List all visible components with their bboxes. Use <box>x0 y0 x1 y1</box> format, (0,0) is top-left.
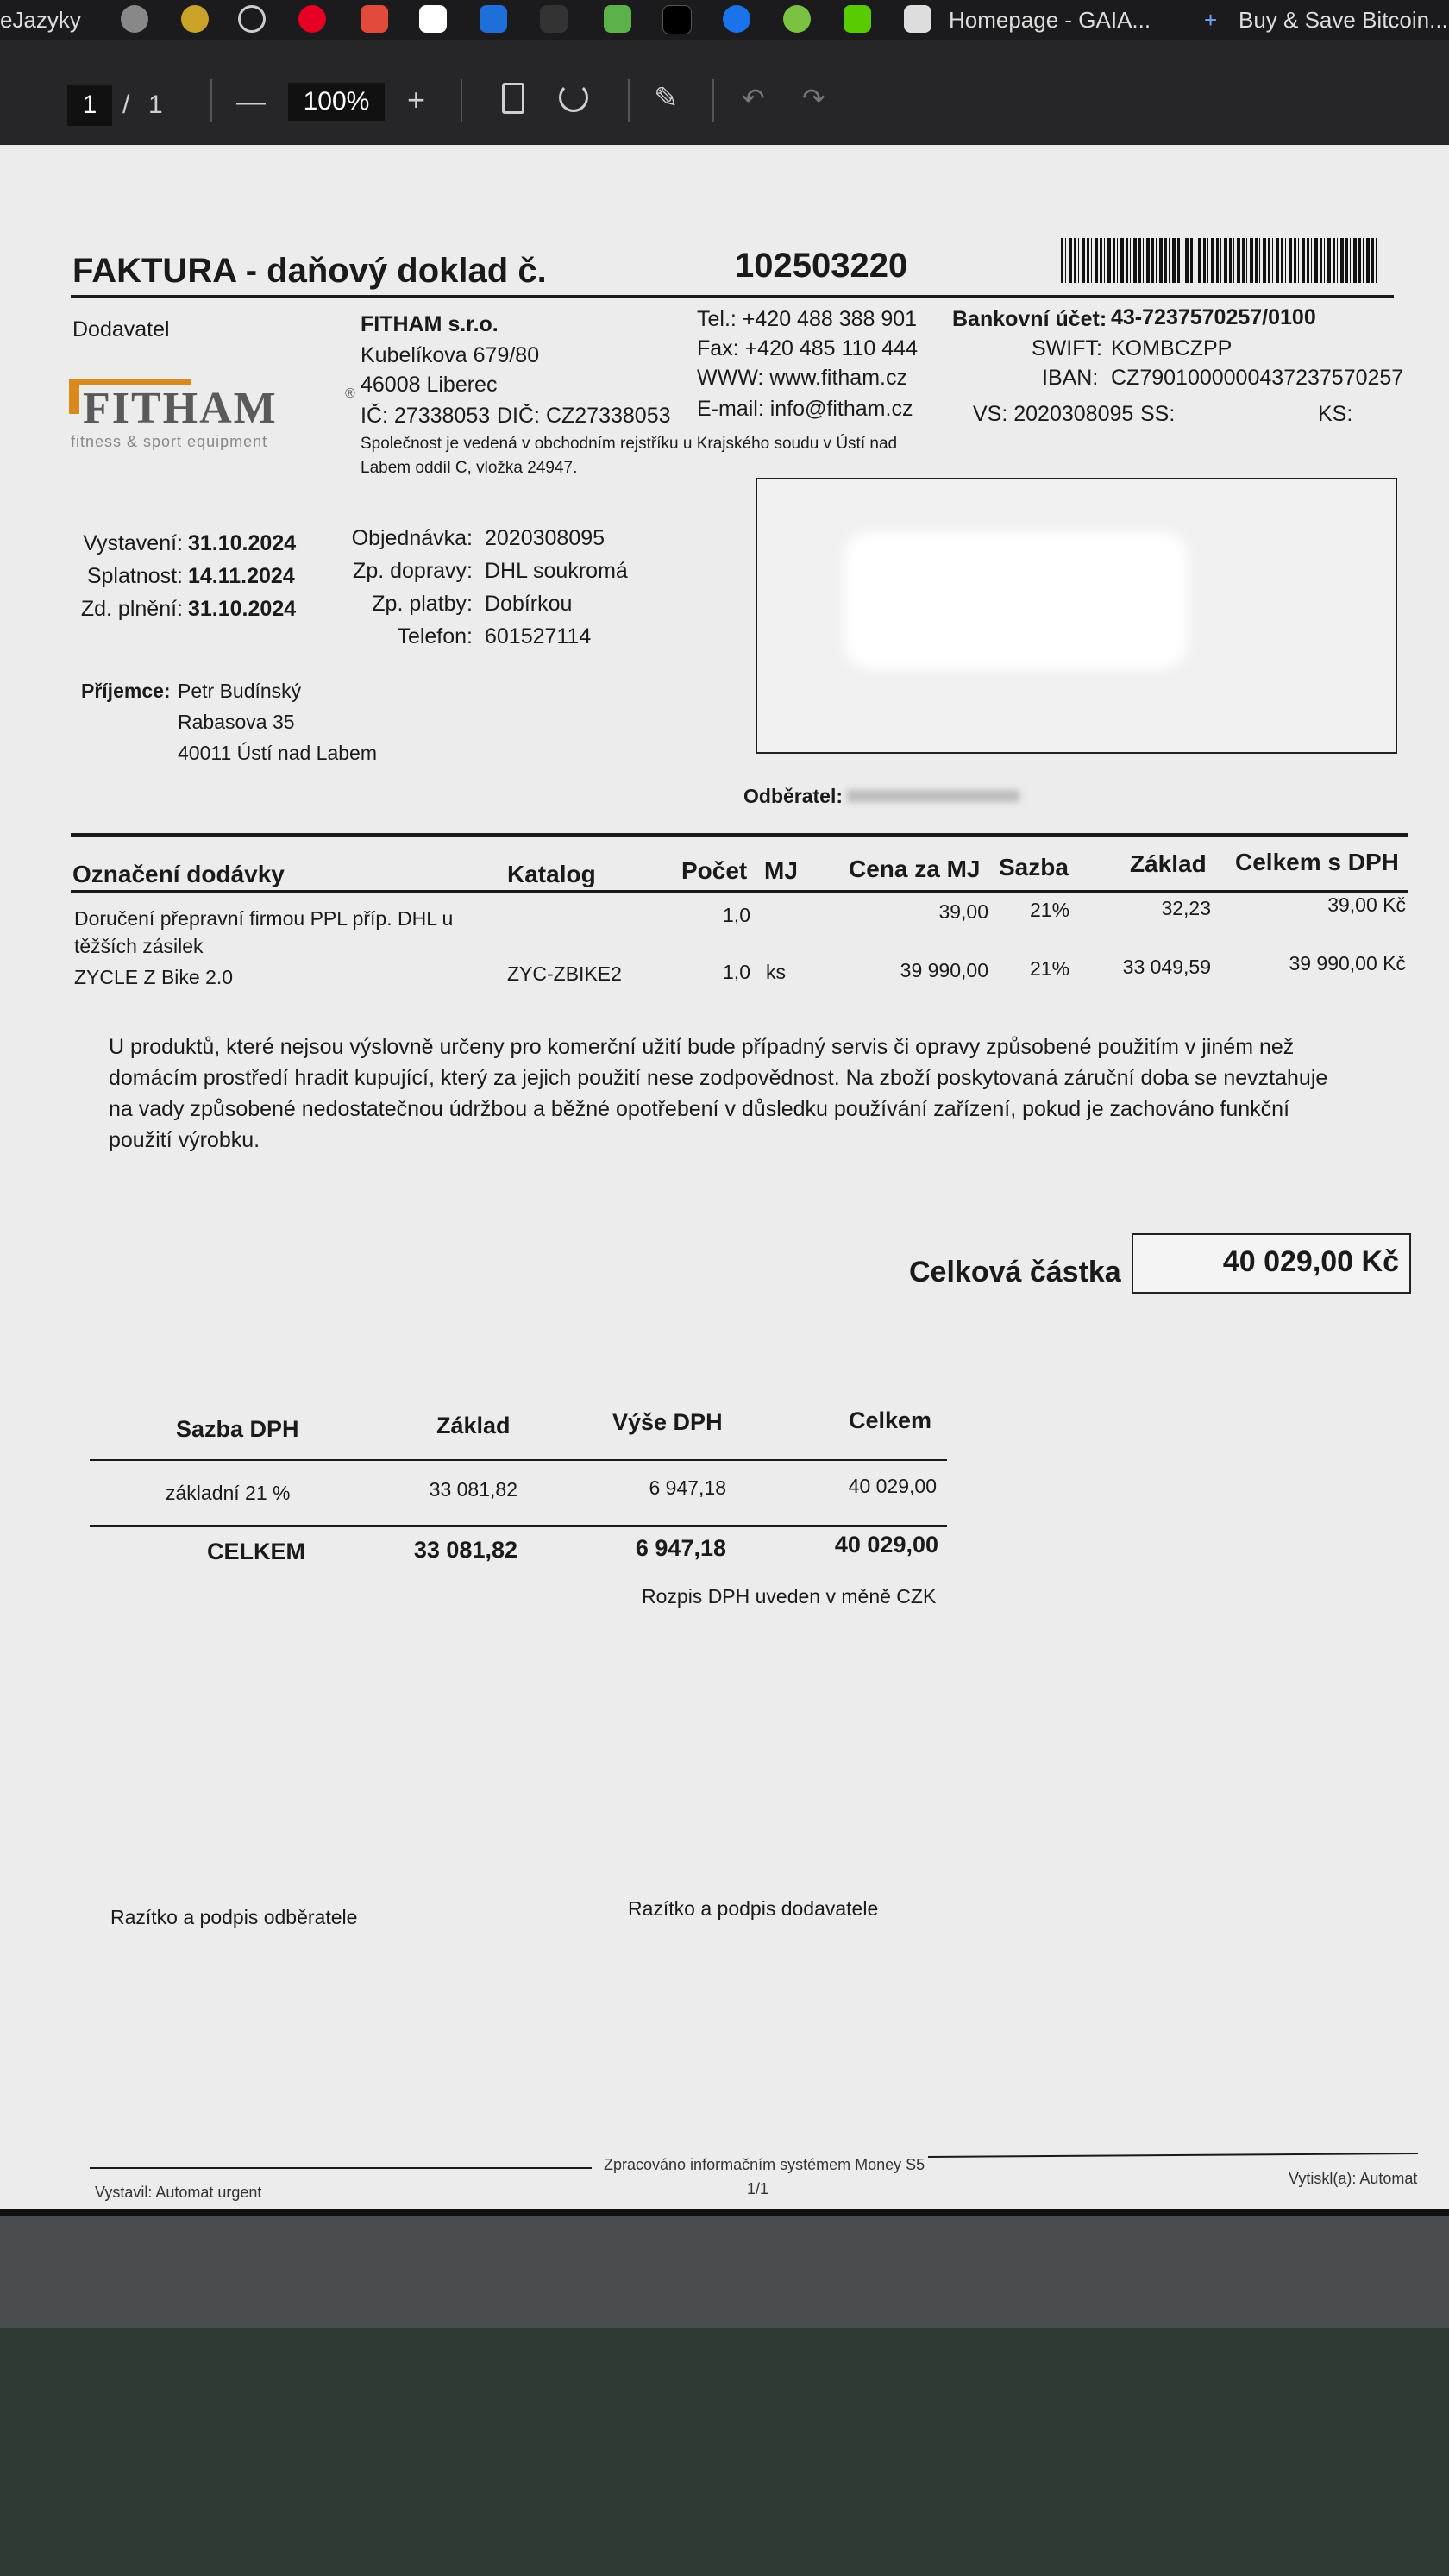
item-qty: 1,0 <box>723 904 750 926</box>
notice-line: použití výrobku. <box>109 1128 260 1152</box>
item-designation: ZYCLE Z Bike 2.0 <box>74 966 234 988</box>
amazon-icon[interactable] <box>419 5 447 33</box>
specific-symbol: SS: <box>1140 402 1176 426</box>
item-unit-price: 39 990,00 <box>900 959 988 981</box>
footer-system: Zpracováno informačním systémem Money S5 <box>604 2156 925 2173</box>
vat-col-base: Základ <box>436 1413 511 1438</box>
customer-redaction <box>847 790 1019 802</box>
item-catalog: ZYC-ZBIKE2 <box>507 962 622 985</box>
title-rule <box>71 295 1394 298</box>
vat-row-total: 40 029,00 <box>848 1475 937 1497</box>
supplier-city: 46008 Liberec <box>361 373 498 397</box>
order-label: Objednávka: <box>351 526 473 550</box>
vat-row-rate: základní 21 % <box>166 1482 291 1504</box>
item-designation-cont: těžších zásilek <box>74 935 204 957</box>
item-rate: 21% <box>1030 899 1070 921</box>
x-icon[interactable] <box>662 5 692 34</box>
registry-line-1: Společnost je vedená v obchodním rejstříku u Krajského soudu v Ústí nad <box>361 435 898 453</box>
recipient-street: Rabasova 35 <box>178 711 295 733</box>
fit-page-icon[interactable] <box>502 83 524 114</box>
taxable-label: Zd. plnění: <box>80 597 183 621</box>
col-qty: Počet <box>681 857 748 884</box>
chatgpt-icon[interactable] <box>238 5 266 33</box>
banana-icon[interactable] <box>181 5 209 33</box>
logo-tagline: fitness & sport equipment <box>71 433 268 450</box>
apple-icon[interactable] <box>121 5 148 33</box>
vat-col-rate: Sazba DPH <box>176 1416 299 1442</box>
item-total: 39,00 Kč <box>1327 893 1406 916</box>
bank-account-value: 43-7237570257/0100 <box>1111 305 1316 329</box>
iban-label: IBAN: <box>1042 366 1099 390</box>
col-catalog: Katalog <box>507 861 596 887</box>
vat-sum-base: 33 081,82 <box>413 1537 518 1563</box>
toolbar-divider <box>210 79 212 122</box>
items-header-rule <box>71 890 1408 893</box>
vat-sum-label: CELKEM <box>207 1539 305 1564</box>
duolingo-icon[interactable] <box>844 5 871 33</box>
swift-label: SWIFT: <box>1032 336 1102 360</box>
vat-header-rule <box>90 1459 947 1461</box>
due-date: 14.11.2024 <box>188 564 295 588</box>
shipping-label: Zp. dopravy: <box>353 559 473 583</box>
logo-bar-vertical <box>69 379 79 414</box>
supplier-ico: IČ: 27338053 <box>361 404 491 428</box>
item-unit: ks <box>766 961 786 983</box>
item-base: 33 049,59 <box>1122 956 1211 978</box>
barcode <box>1061 238 1378 283</box>
vat-row-base: 33 081,82 <box>429 1478 518 1501</box>
recipient-label: Příjemce: <box>81 680 171 702</box>
redo-icon[interactable]: ↷ <box>802 83 825 114</box>
issued-label: Vystavení: <box>83 531 183 555</box>
vat-sum-vat: 6 947,18 <box>635 1535 726 1561</box>
item-qty: 1,0 <box>723 961 750 983</box>
pinterest-icon[interactable] <box>298 5 326 33</box>
app-icon[interactable] <box>361 5 388 33</box>
zoom-in-button[interactable]: + <box>407 82 426 117</box>
pdf-toolbar <box>0 40 1449 157</box>
total-pages: 1 <box>148 91 163 119</box>
supplier-street: Kubelíkova 679/80 <box>361 343 540 367</box>
vat-col-vat: Výše DPH <box>612 1409 723 1435</box>
zoom-level-input[interactable]: 100% <box>288 83 385 121</box>
footer-rule-left <box>90 2167 592 2169</box>
footer-page: 1/1 <box>747 2180 769 2197</box>
bookmark-bitcoin[interactable]: Buy & Save Bitcoin... <box>1239 7 1448 33</box>
draw-icon[interactable]: ✎ <box>654 82 679 115</box>
green-app-icon[interactable] <box>604 5 631 33</box>
bookmark-gaia[interactable]: Homepage - GAIA... <box>949 7 1151 33</box>
col-total: Celkem s DPH <box>1235 849 1399 875</box>
page-number-input[interactable]: 1 <box>67 85 112 126</box>
supplier-label: Dodavatel <box>72 317 170 342</box>
total-value: 40 029,00 Kč <box>1222 1245 1399 1278</box>
item-rate: 21% <box>1030 957 1070 980</box>
bluesky-icon[interactable] <box>723 5 750 33</box>
shipping-value: DHL soukromá <box>485 559 628 583</box>
total-box <box>1132 1233 1411 1294</box>
bookmarks-bar <box>0 0 1449 40</box>
plus-icon[interactable]: + <box>1204 7 1218 33</box>
issued-date: 31.10.2024 <box>188 531 297 555</box>
customer-label: Odběratel: <box>743 785 844 807</box>
phone-value: 601527114 <box>485 624 592 649</box>
payment-label: Zp. platby: <box>372 592 473 616</box>
logo-text: FITHAM <box>83 384 278 433</box>
desk-area <box>0 2216 1449 2328</box>
customer-signature-label: Razítko a podpis odběratele <box>110 1906 358 1928</box>
vat-sum-rule <box>90 1525 947 1527</box>
notice-line: domácím prostředí hradit kupující, který za jejich použití nese zodpovědnost. Na zboží poskytovaná záruční doba se nevztahuje <box>109 1066 1328 1090</box>
supplier-signature-label: Razítko a podpis dodavatele <box>628 1897 879 1920</box>
footer-issued-by: Vystavil: Automat urgent <box>95 2184 262 2201</box>
bank-account-label: Bankovní účet: <box>952 307 1107 331</box>
col-unit: MJ <box>764 857 798 884</box>
col-base: Základ <box>1130 850 1207 877</box>
invoice-page <box>0 145 1449 2216</box>
notice-line: U produktů, které nejsou výslovně určeny pro komerční užití bude případný servis či opravy způsobené použitím v jiném než <box>109 1035 1295 1059</box>
supplier-dic: DIČ: CZ27338053 <box>497 404 671 428</box>
vat-col-total: Celkem <box>849 1407 932 1433</box>
customer-address-box <box>756 478 1397 754</box>
chat-icon[interactable] <box>480 5 507 33</box>
taxable-date: 31.10.2024 <box>188 597 297 621</box>
phone-label: Telefon: <box>397 624 473 649</box>
item-designation: Doručení přepravní firmou PPL příp. DHL u <box>74 907 454 930</box>
notice-line: na vady způsobené nedostatečnou údržbou a běžné opotřebení v důsledku používání zařízení, pokud je zachováno funkční <box>109 1097 1290 1121</box>
zoom-out-button[interactable]: — <box>236 85 266 118</box>
supplier-email: E-mail: info@fitham.cz <box>697 397 913 421</box>
vat-sum-total: 40 029,00 <box>834 1532 938 1558</box>
toolbar-divider <box>712 79 714 122</box>
rotate-icon[interactable] <box>559 83 588 112</box>
invoice-title: FAKTURA - daňový doklad č. <box>72 252 547 290</box>
col-designation: Označení dodávky <box>72 861 285 887</box>
toolbar-divider <box>461 79 462 122</box>
total-label: Celková částka <box>909 1256 1121 1288</box>
footer-rule-right <box>928 2153 1418 2158</box>
gaia-icon[interactable] <box>904 5 932 33</box>
invoice-number: 102503220 <box>735 247 908 285</box>
page-separator: / <box>122 91 130 119</box>
green-circle-icon[interactable] <box>783 5 811 33</box>
recipient-name: Petr Budínský <box>178 680 302 702</box>
swift-value: KOMBCZPP <box>1111 336 1233 360</box>
supplier-www: WWW: www.fitham.cz <box>697 366 907 390</box>
logo-registered: ® <box>345 386 355 401</box>
payment-value: Dobírkou <box>485 592 573 616</box>
col-rate: Sazba <box>999 854 1069 881</box>
item-unit-price: 39,00 <box>938 900 988 923</box>
vat-row-vat: 6 947,18 <box>649 1476 726 1499</box>
iban-value: CZ7901000000437237570257 <box>1111 366 1404 390</box>
bookmark-ejazyky[interactable]: eJazyky <box>0 7 81 33</box>
toolbar-divider <box>628 79 630 122</box>
items-top-rule <box>71 833 1408 837</box>
variable-symbol: VS: 2020308095 <box>973 402 1134 426</box>
item-base: 32,23 <box>1161 897 1211 919</box>
footer-printed-by: Vytiskl(a): Automat <box>1289 2170 1418 2187</box>
recipient-city: 40011 Ústí nad Labem <box>178 742 378 764</box>
item-total: 39 990,00 Kč <box>1289 952 1406 975</box>
col-unit-price: Cena za MJ <box>849 856 981 882</box>
constant-symbol: KS: <box>1318 402 1353 426</box>
undo-icon[interactable]: ↶ <box>742 83 765 114</box>
vat-currency-note: Rozpis DPH uveden v měně CZK <box>642 1585 937 1608</box>
supplier-tel: Tel.: +420 488 388 901 <box>697 307 918 331</box>
order-value: 2020308095 <box>485 526 605 550</box>
amazon-store-icon[interactable] <box>540 5 568 33</box>
supplier-fax: Fax: +420 485 110 444 <box>697 336 918 360</box>
due-label: Splatnost: <box>86 564 183 588</box>
supplier-name: FITHAM s.r.o. <box>361 312 499 336</box>
registry-line-2: Labem oddíl C, vložka 24947. <box>361 459 578 477</box>
